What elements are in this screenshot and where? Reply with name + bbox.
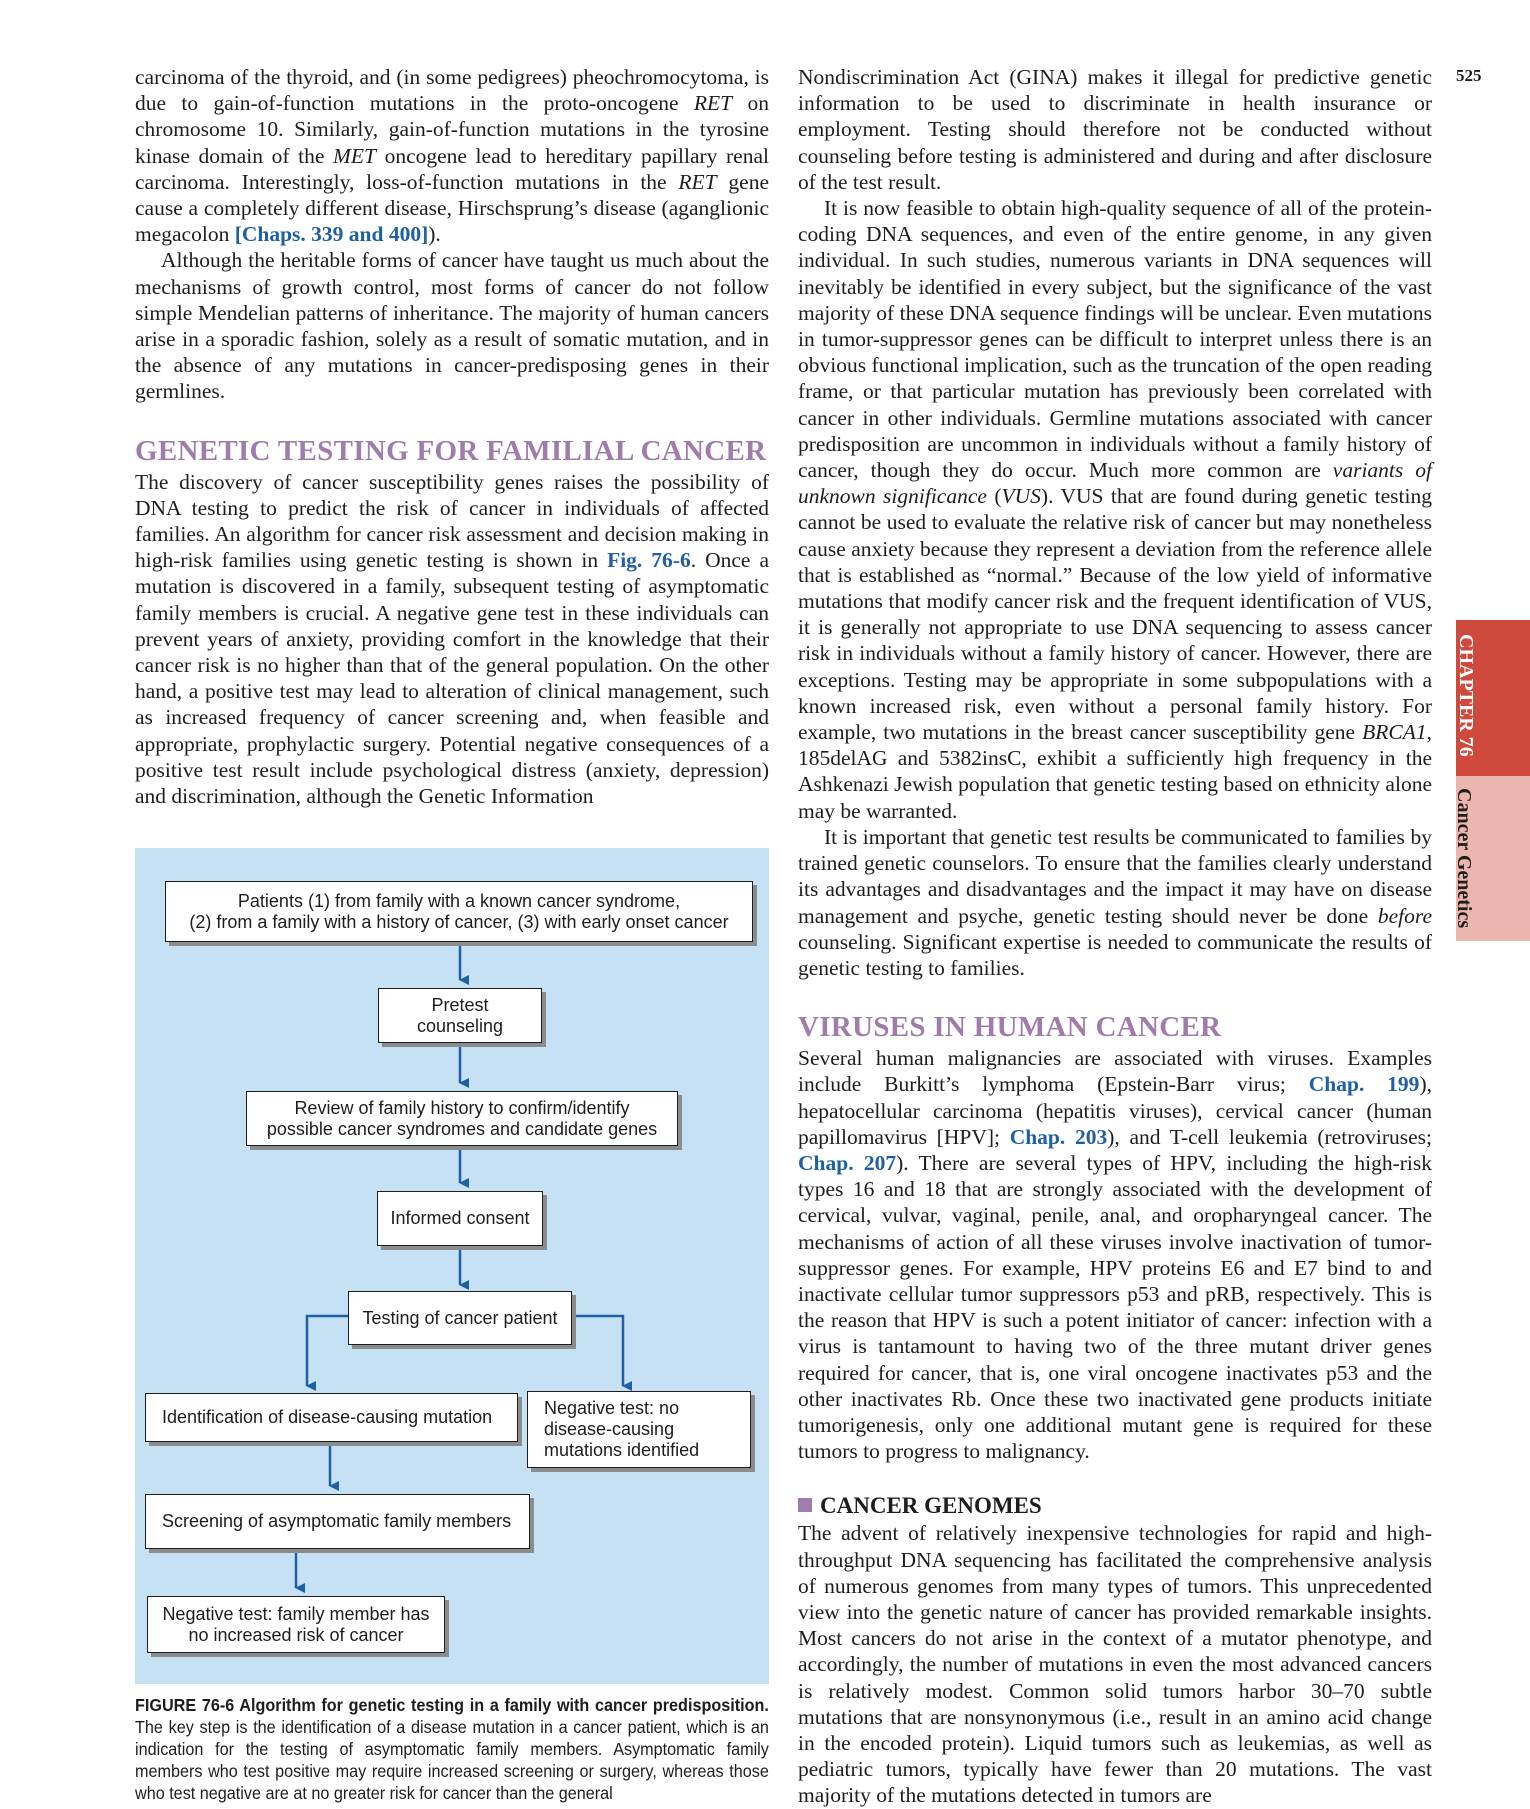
left-column — [135, 64, 769, 809]
chapter-link[interactable]: Chap. 207 — [798, 1150, 897, 1175]
right-column — [798, 64, 1432, 1809]
chapter-link[interactable]: Chap. 203 — [1009, 1124, 1108, 1149]
caption-label: FIGURE 76-6 Algorithm for genetic testing in a family with cancer predisposition. — [135, 1695, 769, 1715]
right-paragraph-2: It is now feasible to obtain high-quality sequence of all of the protein-coding DNA sequences, and even of the entire genome, in any given individual. In such studies, numerous variants in DNA sequences will inevitably be identified in every subject, but the significance of the vast majority of these DNA sequence findings will be unclear. Even mutations in tumor-suppressor genes can be difficult to interpret unless there is an obvious functional implication, such as the truncation of the open reading frame, or that particular mutation has previously been correlated with cancer in other individuals. Germline mutations associated with cancer predisposition are uncommon in individuals without a family history of cancer, though they do occur. Much more common are variants of unknown significance (VUS). VUS that are found during genetic testing cannot be used to evaluate the relative risk of cancer but may nonetheless cause anxiety because they represent a deviation from the reference allele that is established as “normal.” Because of the low yield of informative mutations that modify cancer risk and the frequent identification of VUS, it is generally not appropriate to use DNA sequencing to assess cancer risk in individuals without a family history of cancer. However, there are exceptions. Testing may be appropriate in some subpopulations with a known increased risk, even without a personal family history. For example, two mutations in the breast cancer susceptibility gene BRCA1, 185delAG and 5382insC, exhibit a sufficiently high frequency in the Ashkenazi Jewish population that genetic testing based on ethnicity alone may be warranted. — [798, 196, 1432, 823]
chapter-title-label: Cancer Genetics — [1453, 788, 1475, 929]
box-review-family-history: Review of family history to confirm/identify possible cancer syndromes and candidate genes — [246, 1091, 678, 1146]
section-heading-genetic-testing: GENETIC TESTING FOR FAMILIAL CANCER — [135, 434, 767, 467]
figure-link[interactable]: Fig. 76-6 — [607, 548, 691, 573]
box-testing-cancer-patient: Testing of cancer patient — [348, 1291, 572, 1345]
right-paragraph-5: The advent of relatively inexpensive technologies for rapid and high-throughput DNA sequencing has facilitated the comprehensive analysis of numerous genomes from many types of tumors. This unprecedented view into the genetic nature of cancer has provided remarkable insights. Most cancers do not arise in the context of a mutator phenotype, and accordingly, the number of mutations in even the most advanced cancers is relatively modest. Common solid tumors harbor 30–70 subtle mutations that are nonsynonymous (i.e., result in an amino acid change in the encoded protein). Liquid tumors such as leukemias, as well as pediatric tumors, typically have fewer than 20 mutations. The vast majority of the mutations detected in tumors are — [798, 1521, 1432, 1808]
chapter-number-label: CHAPTER 76 — [1455, 634, 1477, 757]
page-number: 525 — [1456, 66, 1482, 85]
square-bullet-icon — [798, 1498, 812, 1512]
box-negative-test: Negative test: no disease-causing mutations identified — [527, 1391, 751, 1468]
box-patients: Patients (1) from family with a known cancer syndrome, (2) from a family with a history of cancer, (3) with early onset cancer — [165, 881, 753, 942]
left-paragraph-3: The discovery of cancer susceptibility genes raises the possibility of DNA testing to predict the risk of cancer in individuals of affected families. An algorithm for cancer risk assessment and decision making in high-risk families using genetic testing is shown in Fig. 76-6. Once a mutation is discovered in a family, subsequent testing of asymptomatic family members is crucial. A negative gene test in these individuals can prevent years of anxiety, providing comfort in the knowledge that their cancer risk is no higher than that of the general population. On the other hand, a positive test may lead to alteration of clinical management, such as increased frequency of cancer screening and, when feasible and appropriate, prophylactic surgery. Potential negative consequences of a positive test result include psychological distress (anxiety, depression) and discrimination, although the Genetic Information — [135, 469, 769, 809]
arrow-testing-to-identification — [307, 1316, 348, 1386]
subsection-heading-cancer-genomes: CANCER GENOMES — [798, 1492, 1432, 1520]
arrow-testing-to-negative — [572, 1316, 623, 1386]
figure-panel — [135, 848, 769, 1684]
flowchart-arrows — [135, 848, 769, 1684]
box-family-negative: Negative test: family member has no increased risk of cancer — [147, 1596, 445, 1653]
right-paragraph-4: Several human malignancies are associated with viruses. Examples include Burkitt’s lymphoma (Epstein-Barr virus; Chap. 199), hepatocellular carcinoma (hepatitis viruses), cervical cancer (human papillomavirus [HPV]; Chap. 203), and T-cell leukemia (retroviruses; Chap. 207). There are several types of HPV, including the high-risk types 16 and 18 that are strongly associated with the development of cervical, vulvar, vaginal, penile, anal, and oropharyngeal cancer. The mechanisms of action of all these viruses involve inactivation of tumor-suppressor genes. For example, HPV proteins E6 and E7 bind to and inactivate cellular tumor suppressors p53 and pRB, respectively. This is the reason that HPV is such a potent initiator of cancer: infection with a virus is tantamount to having two of the three mutant driver genes required for cancer, that is, one viral oncogene inactivates p53 and the other inactivates Rb. Once these two inactivated gene products initiate tumorigenesis, only one additional mutant gene is required for these tumors to progress to malignancy. — [798, 1046, 1432, 1464]
left-paragraph-1: carcinoma of the thyroid, and (in some pedigrees) pheochromocytoma, is due to gain-of-function mutations in the proto-oncogene RET on chromosome 10. Similarly, gain-of-function mutations in the tyrosine kinase domain of the MET oncogene lead to hereditary papillary renal carcinoma. Interestingly, loss-of-function mutations in the RET gene cause a completely different disease, Hirschsprung’s disease (aganglionic megacolon [Chaps. 339 and 400]). — [135, 65, 770, 247]
right-paragraph-1: Nondiscrimination Act (GINA) makes it illegal for predictive genetic information to be used to discriminate in health insurance or employment. Testing should therefore not be conducted without counseling before testing is administered and during and after disclosure of the test result. — [798, 65, 1432, 194]
box-informed-consent: Informed consent — [377, 1191, 543, 1246]
left-paragraph-2: Although the heritable forms of cancer have taught us much about the mechanisms of growth control, most forms of cancer do not follow simple Mendelian patterns of inheritance. The majority of human cancers arise in a sporadic fashion, solely as a result of somatic mutation, and in the absence of any mutations in cancer-predisposing genes in their germlines. — [135, 248, 769, 404]
figure-caption — [135, 1694, 769, 1804]
section-heading-viruses: VIRUSES IN HUMAN CANCER — [798, 1011, 1222, 1044]
right-paragraph-3: It is important that genetic test results be communicated to families by trained genetic counselors. To ensure that the families clearly understand its advantages and disadvantages and the impact it may have on disease management and psyche, genetic testing should never be done before counseling. Significant expertise is needed to communicate the results of genetic testing to families. — [798, 824, 1432, 980]
box-identification-mutation: Identification of disease-causing mutation — [145, 1393, 518, 1442]
caption-text: The key step is the identification of a disease mutation in a cancer patient, which is an indication for the testing of asymptomatic family members. Asymptomatic family members who test positive may require increased screening or surgery, whereas those who test negative are at no greater risk for cancer than the general — [135, 1717, 769, 1803]
chapter-link[interactable]: Chap. 199 — [1308, 1072, 1420, 1097]
box-screening-family: Screening of asymptomatic family members — [145, 1494, 530, 1549]
chapter-link[interactable]: [Chaps. 339 and 400] — [234, 222, 429, 247]
box-pretest-counseling: Pretest counseling — [378, 988, 542, 1043]
